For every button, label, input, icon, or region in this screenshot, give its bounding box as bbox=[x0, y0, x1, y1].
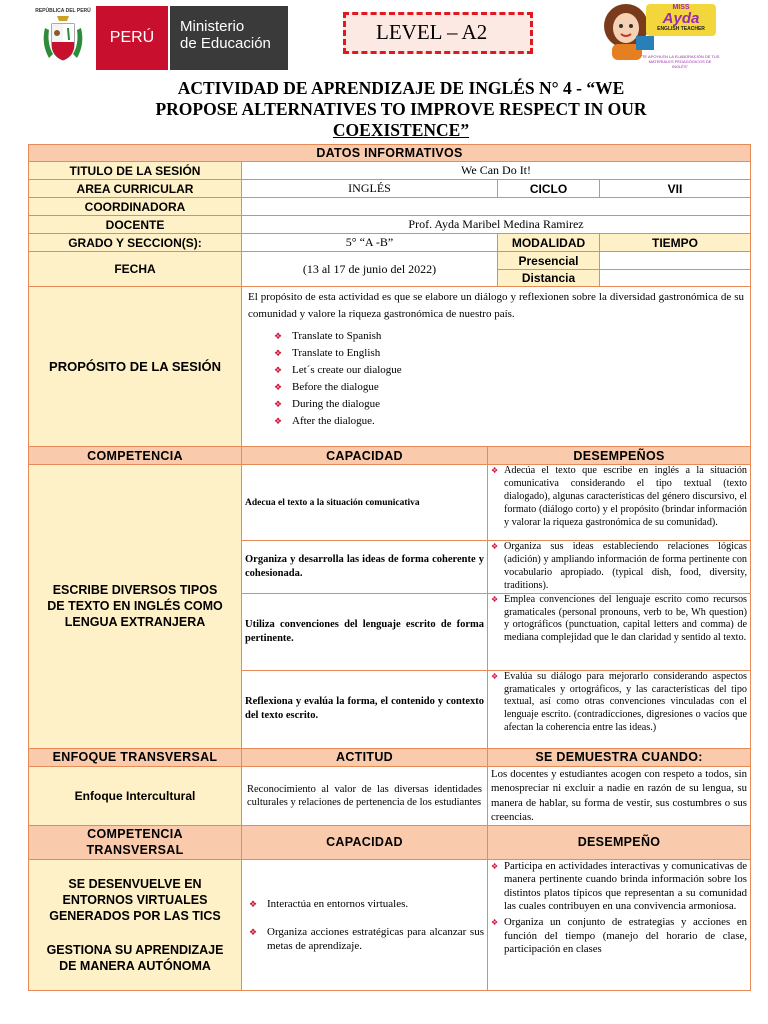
modalidad-label: MODALIDAD bbox=[498, 234, 600, 252]
list-item: ❖ Interactúa en entornos virtuales. bbox=[267, 897, 484, 911]
datos-heading-row bbox=[29, 145, 751, 162]
transversal-competencias bbox=[29, 859, 242, 990]
miss-tag-name: Ayda bbox=[662, 10, 700, 27]
desempeno-cell: ❖ Adecúa el texto que escribe en inglés a la situación comunicativa considerando el tipo textual (texto dialogado), algunas características del género discursivo, el formato (diálogo corto) y el propósito (brindar información y valorar la riqueza gastronómica de su comunidad). bbox=[488, 465, 751, 541]
coord-label: COORDINADORA bbox=[29, 198, 242, 216]
titulo-label: TITULO DE LA SESIÓN bbox=[29, 162, 242, 180]
presencial-label: Presencial bbox=[498, 252, 600, 270]
docente-value: Prof. Ayda Maribel Medina Ramirez bbox=[242, 216, 751, 234]
coord-value bbox=[242, 198, 751, 216]
transversal-desempenos bbox=[488, 859, 751, 990]
docente-row bbox=[29, 216, 751, 234]
docente-label: DOCENTE bbox=[29, 216, 242, 234]
miss-footer: "TE APOYA EN LA ELABORACIÓN DE TUS MATERIALES PEDAGÓGICOS DE INGLÉS" bbox=[640, 54, 720, 69]
teacher-logo bbox=[596, 0, 720, 76]
page-title bbox=[100, 78, 702, 141]
escudo-label: REPÚBLICA DEL PERÚ bbox=[35, 8, 91, 14]
page-header bbox=[0, 0, 768, 78]
titulo-row bbox=[29, 162, 751, 180]
transversal-header-row bbox=[29, 825, 751, 859]
title-line3: COEXISTENCE” bbox=[332, 120, 470, 140]
proposito-content bbox=[242, 287, 751, 447]
proposito-text: El propósito de esta actividad es que se elabore un diálogo y reflexionen sobre la diversidad gastronómica de su comunidad y valore la riqueza gastronómica de nuestro país. bbox=[248, 291, 745, 320]
proposito-label: PROPÓSITO DE LA SESIÓN bbox=[29, 287, 242, 447]
competencia-header-row bbox=[29, 447, 751, 465]
list-item: ❖ Translate to English bbox=[292, 345, 744, 362]
comp-transversal-col-header: COMPETENCIA TRANSVERSAL bbox=[29, 825, 242, 859]
grado-label: GRADO Y SECCION(S): bbox=[29, 234, 242, 252]
grado-row bbox=[29, 234, 751, 252]
session-table bbox=[28, 144, 751, 991]
fecha-value: (13 al 17 de junio del 2022) bbox=[242, 252, 498, 287]
area-row bbox=[29, 180, 751, 198]
capacidad-cell: Organiza y desarrolla las ideas de forma coherente y cohesionada. bbox=[242, 541, 488, 594]
miss-ayda-tag bbox=[646, 4, 716, 36]
miss-tag-top: MISS bbox=[672, 4, 690, 11]
list-item: ❖ During the dialogue bbox=[292, 396, 744, 413]
title-line2: PROPOSE ALTERNATIVES TO IMPROVE RESPECT IN OUR bbox=[155, 99, 647, 119]
capacidad-col-header: CAPACIDAD bbox=[242, 447, 488, 465]
list-item: ❖ Organiza acciones estratégicas para alcanzar sus metas de aprendizaje. bbox=[267, 925, 484, 953]
desempenos-col-header: DESEMPEÑOS bbox=[488, 447, 751, 465]
datos-heading: DATOS INFORMATIVOS bbox=[29, 145, 751, 162]
area-value: INGLÉS bbox=[242, 180, 498, 198]
peru-brand: PERÚ bbox=[96, 6, 168, 70]
transversal-capacidades bbox=[242, 859, 488, 990]
level-badge: LEVEL – A2 bbox=[343, 12, 533, 54]
competencia-row bbox=[29, 465, 751, 541]
list-item: ❖ Before the dialogue bbox=[292, 379, 744, 396]
desempeno-t-col-header: DESEMPEÑO bbox=[488, 825, 751, 859]
grado-value: 5° “A -B” bbox=[242, 234, 498, 252]
presencial-value bbox=[600, 252, 751, 270]
fecha-label: FECHA bbox=[29, 252, 242, 287]
distancia-value bbox=[600, 270, 751, 287]
actitud-col-header: ACTITUD bbox=[242, 748, 488, 766]
demuestra-col-header: SE DEMUESTRA CUANDO: bbox=[488, 748, 751, 766]
enfoque-row bbox=[29, 766, 751, 825]
demuestra-cell: Los docentes y estudiantes acogen con respeto a todos, sin menospreciar ni excluir a nadie en razón de su lengua, su manera de hablar, su forma de vestir, sus costumbres o sus creencias. bbox=[488, 766, 751, 825]
capacidad-cell: Utiliza convenciones del lenguaje escrito de forma pertinente. bbox=[242, 593, 488, 670]
titulo-value: We Can Do It! bbox=[242, 162, 751, 180]
enfoque-name: Enfoque Intercultural bbox=[29, 766, 242, 825]
coord-row bbox=[29, 198, 751, 216]
enfoque-header-row bbox=[29, 748, 751, 766]
capacidad-cell: Adecua el texto a la situación comunicativa bbox=[242, 465, 488, 541]
fecha-row bbox=[29, 252, 751, 270]
title-line1: ACTIVIDAD DE APRENDIZAJE DE INGLÉS N° 4 - “WE bbox=[177, 78, 625, 98]
capacidad-t-col-header: CAPACIDAD bbox=[242, 825, 488, 859]
area-label: AREA CURRICULAR bbox=[29, 180, 242, 198]
list-item: ❖ After the dialogue. bbox=[292, 413, 744, 430]
actitud-cell: Reconocimiento al valor de las diversas identidades culturales y relaciones de pertenencia de los estudiantes bbox=[242, 766, 488, 825]
shield-icon bbox=[39, 14, 87, 64]
ministry-line2: de Educación bbox=[180, 35, 271, 52]
proposito-list bbox=[248, 328, 744, 430]
list-item: ❖ Translate to Spanish bbox=[292, 328, 744, 345]
transversal-comp1: SE DESENVUELVE EN ENTORNOS VIRTUALES GENERADOS POR LAS TICS bbox=[49, 876, 221, 923]
transversal-comp2: GESTIONA SU APRENDIZAJE DE MANERA AUTÓNOMA bbox=[46, 942, 224, 973]
miss-tag-sub: ENGLISH TEACHER bbox=[657, 26, 705, 32]
capacidades-list bbox=[245, 897, 484, 953]
desempeno-cell: ❖ Emplea convenciones del lenguaje escrito como recursos gramaticales (personal pronouns, verb to be, Wh question) y ortográficos (punctuation, capital letters and comma) de mediana complejidad que le dan claridad y sentido al texto. bbox=[488, 593, 751, 670]
tiempo-label: TIEMPO bbox=[600, 234, 751, 252]
competencia-name: ESCRIBE DIVERSOS TIPOS DE TEXTO EN INGLÉS COMO LENGUA EXTRANJERA bbox=[29, 465, 242, 749]
ministry-brand bbox=[170, 6, 288, 70]
enfoque-col-header: ENFOQUE TRANSVERSAL bbox=[29, 748, 242, 766]
capacidad-cell: Reflexiona y evalúa la forma, el contenido y contexto del texto escrito. bbox=[242, 670, 488, 748]
list-item: ❖ Let´s create our dialogue bbox=[292, 362, 744, 379]
desempeno-cell: ❖ Organiza sus ideas estableciendo relaciones lógicas (adición) y ampliando información de forma pertinente con vocabulario apropiado. (typical dish, food, diversity, traditions). bbox=[488, 541, 751, 594]
proposito-row bbox=[29, 287, 751, 447]
ciclo-value: VII bbox=[600, 180, 751, 198]
competencia-col-header: COMPETENCIA bbox=[29, 447, 242, 465]
transversal-row bbox=[29, 859, 751, 990]
desempeno-cell: ❖ Evalúa su diálogo para mejorarlo considerando aspectos gramaticales y ortográficos, y las características del tipo textual, así como otras convenciones vinculadas con el lenguaje escrito. (contradicciones, digresiones o vacíos que afectan la coherencia entre las ideas.) bbox=[488, 670, 751, 748]
ciclo-label: CICLO bbox=[498, 180, 600, 198]
ministry-line1: Ministerio bbox=[180, 18, 245, 35]
government-logo bbox=[34, 6, 288, 70]
coat-of-arms-icon bbox=[34, 6, 92, 68]
desempeno-item: ❖ Participa en actividades interactivas y comunicativas de manera pertinente cuando brinda información sobre los distintos platos típicos que representan a su comunidad las cuales contribuyen en una convivencia armoniosa. bbox=[491, 860, 747, 914]
distancia-label: Distancia bbox=[498, 270, 600, 287]
desempeno-item: ❖ Organiza un conjunto de estrategias y acciones en función del tiempo (manejo del horario de clase, participación en clases bbox=[491, 916, 747, 957]
